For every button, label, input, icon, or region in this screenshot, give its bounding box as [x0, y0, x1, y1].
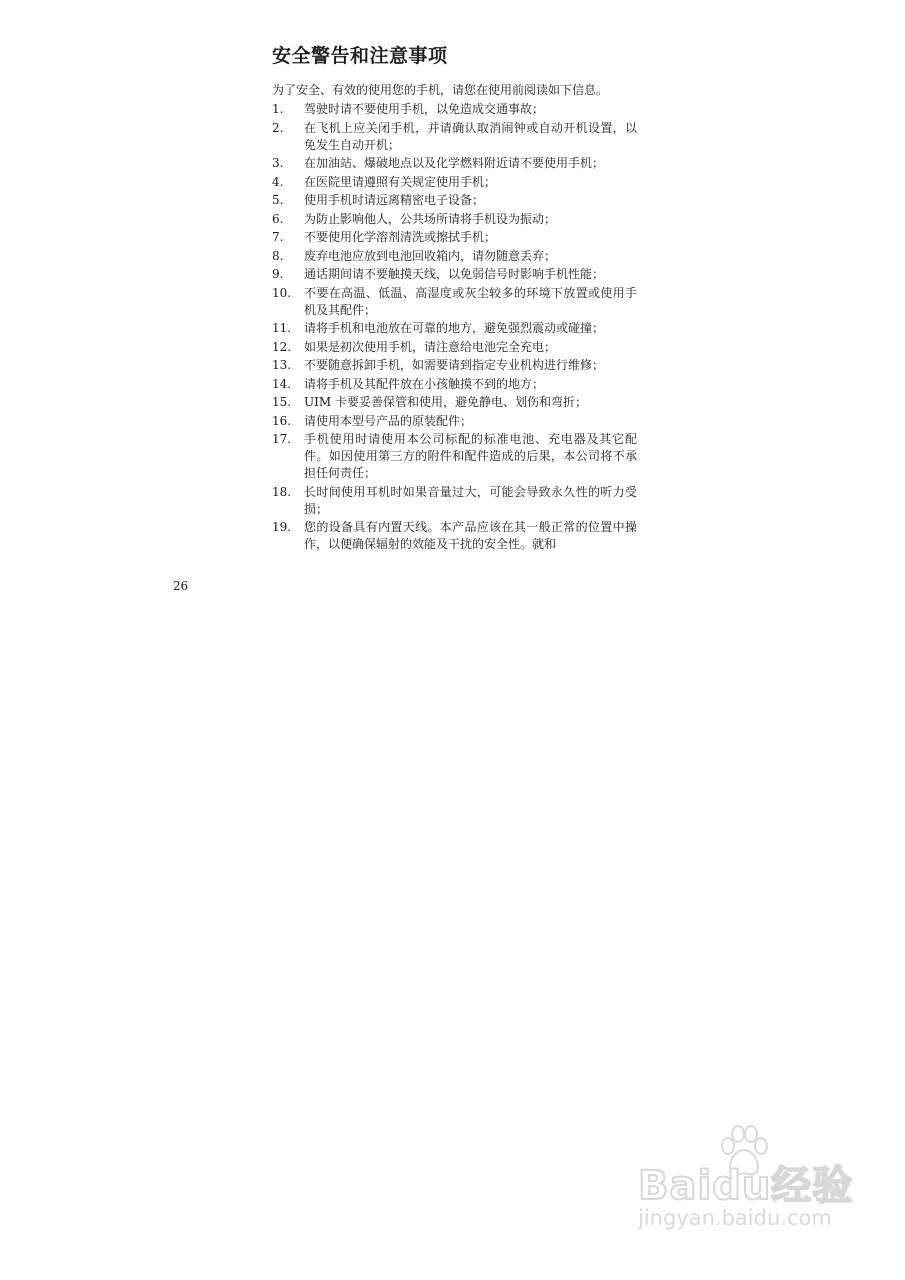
list-item-text: 通话期间请不要触摸天线，以免弱信号时影响手机性能；	[304, 267, 605, 281]
list-item-text: 不要随意拆卸手机，如需要请到指定专业机构进行维修；	[304, 358, 605, 372]
list-item-text: 使用手机时请远离精密电子设备；	[304, 193, 485, 207]
list-item-text: 废弃电池应放到电池回收箱内，请勿随意丢弃；	[304, 248, 557, 263]
list-item	[272, 376, 637, 393]
list-item-text: 如果是初次使用手机，请注意给电池完全充电；	[304, 339, 557, 354]
list-item	[272, 519, 637, 553]
list-item-text: 为防止影响他人，公共场所请将手机设为振动；	[304, 211, 557, 226]
list-item-number: 3.	[272, 156, 284, 170]
list-item-number: 6.	[272, 211, 284, 226]
page-title: 安全警告和注意事项	[272, 45, 448, 67]
list-item-number: 9.	[272, 267, 284, 281]
list-item-text: 长时间使用耳机时如果音量过大，可能会导致永久性的听力受损；	[304, 484, 637, 516]
list-item-text: 驾驶时请不要使用手机，以免造成交通事故；	[304, 102, 545, 116]
list-item-number: 4.	[272, 174, 284, 189]
list-item-text: 请将手机及其配件放在小孩触摸不到的地方；	[304, 376, 545, 391]
list-item	[272, 101, 637, 118]
list-item-number: 5.	[272, 193, 284, 207]
list-item-text: 请将手机和电池放在可靠的地方，避免强烈震动或碰撞；	[304, 321, 605, 335]
list-item-number: 10.	[272, 285, 292, 300]
list-item-number: 8.	[272, 248, 284, 263]
list-item-number: 16.	[272, 413, 292, 428]
list-item	[272, 174, 637, 191]
list-item-text: 您的设备具有内置天线。本产品应该在其一般正常的位置中操作，以便确保辐射的效能及干扰的安全性。就和	[304, 520, 637, 551]
list-item-number: 14.	[272, 376, 292, 391]
list-item-text: 请使用本型号产品的原装配件；	[304, 413, 473, 428]
list-item-number: 12.	[272, 339, 292, 354]
list-item-number: 19.	[272, 520, 292, 534]
watermark-brand: Baidu经验	[638, 1163, 854, 1209]
watermark-url: jingyan.baidu.com	[638, 1206, 832, 1230]
list-item-number: 1.	[272, 102, 284, 116]
list-item-text: UIM 卡要妥善保管和使用，避免静电、划伤和弯折；	[304, 395, 587, 409]
list-item	[272, 285, 637, 319]
list-item	[272, 413, 637, 430]
list-item	[272, 229, 637, 246]
list-item-text: 手机使用时请使用本公司标配的标准电池、充电器及其它配件。如因使用第三方的附件和配件造成的后果，本公司将不承担任何责任；	[304, 432, 637, 480]
list-item	[272, 211, 637, 228]
baidu-jingyan-watermark	[638, 1124, 853, 1234]
safety-list	[272, 101, 637, 553]
list-item-text: 在飞机上应关闭手机，并请确认取消闹钟或自动开机设置，以免发生自动开机；	[304, 120, 637, 152]
list-item-number: 17.	[272, 432, 292, 446]
list-item	[272, 266, 637, 283]
list-item	[272, 339, 637, 356]
list-item	[272, 357, 637, 374]
list-item-number: 2.	[272, 120, 284, 135]
list-item	[272, 394, 637, 411]
page-number: 26	[172, 579, 189, 593]
list-item-number: 18.	[272, 484, 292, 499]
document-page	[272, 40, 637, 555]
list-item	[272, 431, 637, 482]
intro-paragraph: 为了安全、有效的使用您的手机，请您在使用前阅读如下信息。	[272, 83, 609, 97]
list-item	[272, 155, 637, 172]
list-item-text: 不要在高温、低温、高湿度或灰尘较多的环境下放置或使用手机及其配件；	[304, 285, 637, 317]
list-item	[272, 120, 637, 154]
list-item-number: 11.	[272, 321, 292, 335]
list-item	[272, 484, 637, 518]
list-item-number: 15.	[272, 395, 292, 409]
list-item-text: 不要使用化学溶剂清洗或擦拭手机；	[304, 230, 497, 244]
list-item-number: 7.	[272, 230, 284, 244]
list-item	[272, 320, 637, 337]
list-item-text: 在医院里请遵照有关规定使用手机；	[304, 174, 497, 189]
list-item-text: 在加油站、爆破地点以及化学燃料附近请不要使用手机；	[304, 156, 605, 170]
list-item-number: 13.	[272, 358, 292, 372]
list-item	[272, 192, 637, 209]
list-item	[272, 248, 637, 265]
